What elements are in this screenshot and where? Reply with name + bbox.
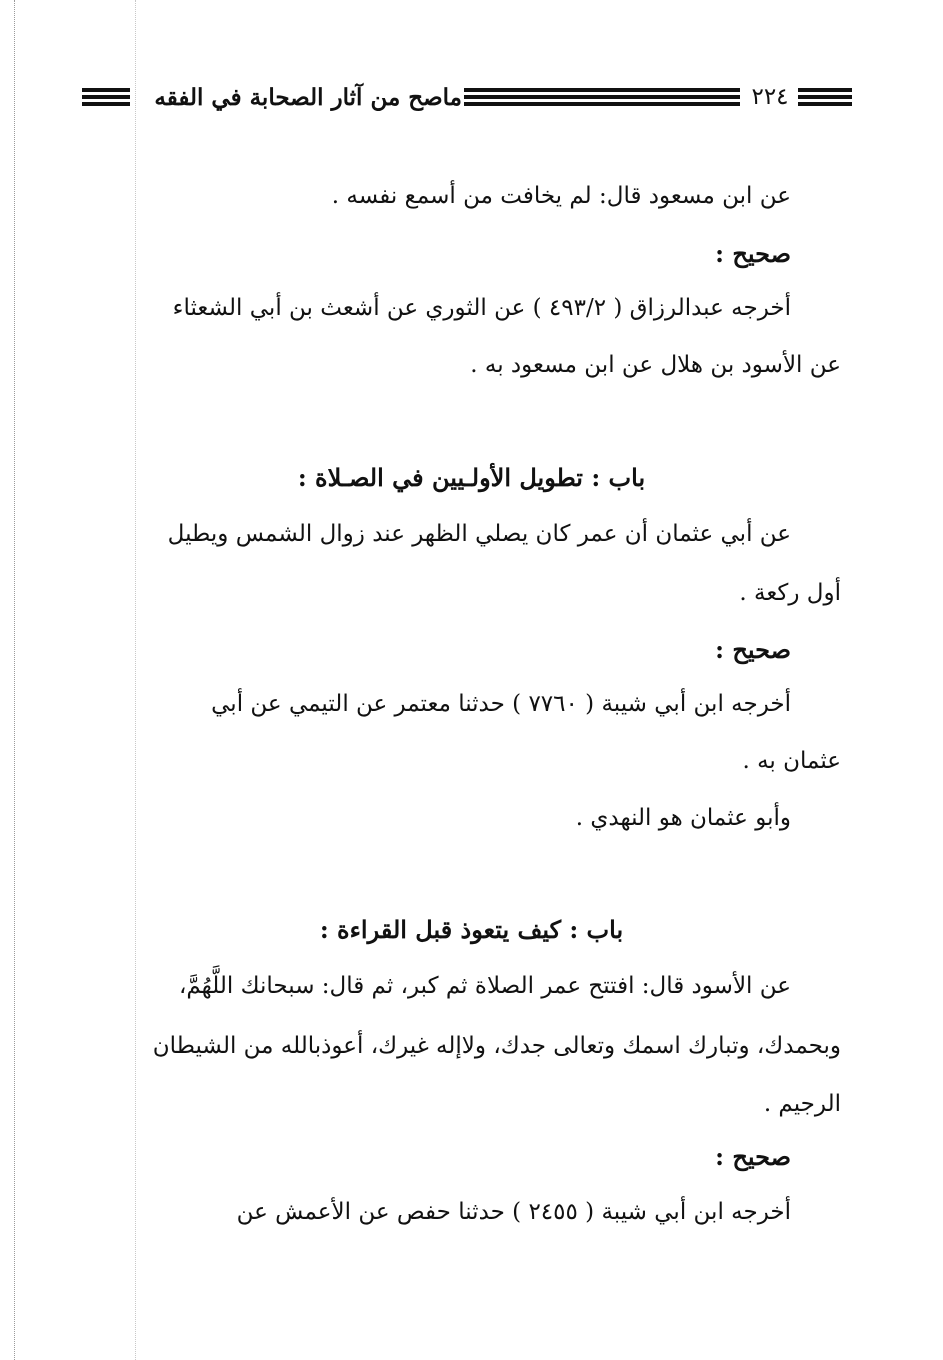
narration-text: عن ابن مسعود قال: لم يخافت من أسمع نفسه . bbox=[331, 183, 791, 209]
page-number: ٢٢٤ bbox=[751, 84, 789, 110]
note-text: وأبو عثمان هو النهدي . bbox=[575, 805, 791, 831]
grading-label: صحيح : bbox=[715, 239, 791, 268]
takhrij-text: أخرجه ابن أبي شيبة ( ٢٤٥٥ ) حدثنا حفص عن الأعمش عن bbox=[236, 1199, 791, 1225]
narration-text: الرجيم . bbox=[763, 1091, 841, 1117]
grading-label: صحيح : bbox=[715, 1142, 791, 1171]
narration-text: أول ركعة . bbox=[739, 580, 841, 606]
takhrij-text: عثمان به . bbox=[742, 748, 841, 774]
section-heading: باب : كيف يتعوذ قبل القراءة : bbox=[319, 915, 624, 944]
takhrij-text: أخرجه ابن أبي شيبة ( ٧٧٦٠ ) حدثنا معتمر عن التيمي عن أبي bbox=[211, 691, 791, 717]
takhrij-text: أخرجه عبدالرزاق ( ٤٩٣/٢ ) عن الثوري عن أشعث بن أبي الشعثاء bbox=[172, 295, 791, 321]
narration-text: عن أبي عثمان أن عمر كان يصلي الظهر عند زوال الشمس ويطيل bbox=[167, 521, 791, 547]
grading-label: صحيح : bbox=[715, 635, 791, 664]
narration-text: عن الأسود قال: افتتح عمر الصلاة ثم كبر، ثم قال: سبحانك اللَّهُمَّ، bbox=[178, 973, 791, 999]
takhrij-text: عن الأسود بن هلال عن ابن مسعود به . bbox=[470, 352, 841, 378]
section-heading: باب : تطويل الأولـيين في الصـلاة : bbox=[297, 463, 646, 492]
narration-text: وبحمدك، وتبارك اسمك وتعالى جدك، ولاإله غيرك، أعوذبالله من الشيطان bbox=[152, 1033, 841, 1059]
book-title: ماصح من آثار الصحابة في الفقه bbox=[154, 84, 462, 111]
